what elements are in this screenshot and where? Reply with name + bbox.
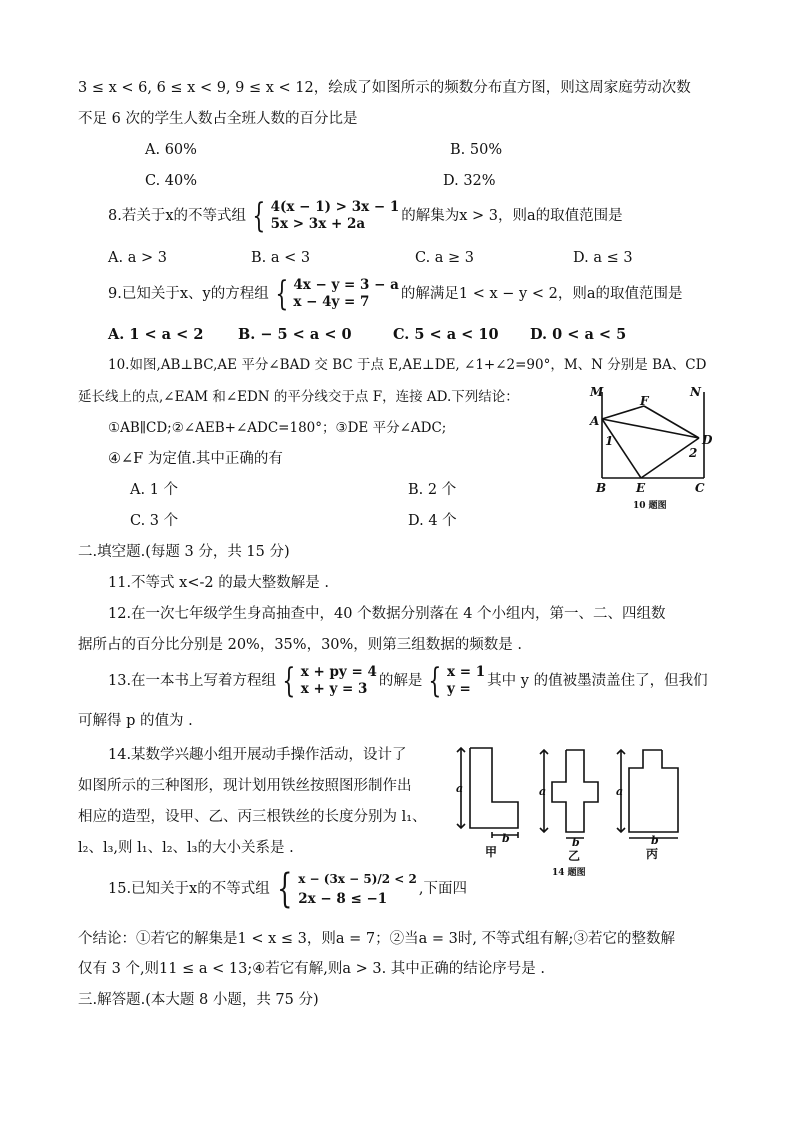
q10-caption: 10 题图 — [633, 501, 667, 511]
q9-option-d: D. 0 < a < 5 — [530, 326, 627, 343]
q8-eq1: 4(x − 1) > 3x − 1 — [270, 199, 400, 215]
q10-option-d: D. 4 个 — [408, 513, 457, 529]
q8-option-c: C. a ≥ 3 — [415, 250, 475, 266]
q14-yi: 乙 — [568, 849, 581, 863]
q14-line3: 相应的造型，设甲、乙、丙三根铁丝的长度分别为 l₁、 — [78, 809, 427, 825]
q7-line2: 不足 6 次的学生人数占全班人数的百分比是 — [78, 111, 358, 127]
q8-brace: { — [252, 196, 266, 236]
q9-stem — [108, 275, 682, 313]
q10-label-d: D — [702, 433, 713, 447]
q9-eq2: x − 4y = 7 — [293, 294, 370, 310]
q14-line2: 如图所示的三种图形，现计划用铁丝按照图形制作出 — [78, 778, 412, 794]
q9-option-b: B. − 5 < a < 0 — [238, 326, 352, 343]
q13-eq1: x + py = 4 — [300, 664, 377, 680]
q13-eq2: x + y = 3 — [300, 681, 368, 697]
q7-option-d: D. 32% — [443, 173, 496, 189]
q9-post: 的解满足1 < x − y < 2，则a的取值范围是 — [400, 286, 683, 302]
q8-option-b: B. a < 3 — [251, 250, 311, 266]
q7-option-a: A. 60% — [145, 142, 197, 158]
section2-heading: 二.填空题.(每题 3 分，共 15 分) — [78, 544, 290, 560]
q15-line3: 仅有 3 个,则11 ≤ a < 13;④若它有解,则a > 3. 其中正确的结论序号是 . — [78, 961, 546, 977]
q15-post: ,下面四 — [418, 881, 467, 897]
q14-yi-b: b — [572, 836, 580, 849]
q10-line3: ①AB∥CD;②∠AEB+∠ADC=180°；③DE 平分∠ADC; — [108, 420, 447, 436]
q9-brace: { — [275, 274, 289, 314]
q13-brace2: { — [428, 661, 442, 701]
q8-eq2: 5x > 3x + 2a — [270, 216, 366, 232]
q7-option-c: C. 40% — [145, 173, 198, 189]
q9-eq1: 4x − y = 3 − a — [293, 277, 399, 293]
q8-post: 的解集为x > 3，则a的取值范围是 — [401, 208, 623, 224]
q10-label-f: F — [640, 394, 649, 408]
q8-stem — [108, 197, 623, 235]
q10-option-a: A. 1 个 — [130, 482, 179, 498]
q10-line2: 延长线上的点,∠EAM 和∠EDN 的平分线交于点 F，连接 AD.下列结论： — [78, 389, 519, 405]
q13-sol2: y = — [447, 681, 471, 697]
q10-figure — [585, 380, 720, 515]
section3-heading: 三.解答题.(本大题 8 小题，共 75 分) — [78, 992, 319, 1008]
q15-ineq1: x − (3x − 5)/2 < 2 — [298, 872, 417, 886]
q14-caption: 14 题图 — [552, 868, 586, 878]
q12-line2: 据所占的百分比分别是 20%，35%，30%，则第三组数据的频数是 . — [78, 637, 523, 653]
q9-option-a: A. 1 < a < 2 — [108, 326, 204, 343]
q10-label-2: 2 — [689, 446, 698, 460]
q14-jia: 甲 — [485, 845, 498, 859]
q10-label-b: B — [596, 481, 607, 495]
q10-option-c: C. 3 个 — [130, 513, 179, 529]
q13-post: 其中 y 的值被墨渍盖住了，但我们 — [487, 673, 708, 689]
q8-pre: 8.若关于x的不等式组 — [108, 208, 247, 224]
q10-label-1: 1 — [605, 434, 614, 448]
q13-line2: 可解得 p 的值为 . — [78, 713, 193, 729]
q15-system — [272, 866, 417, 912]
q10-line1: 10.如图,AB⊥BC,AE 平分∠BAD 交 BC 于点 E,AE⊥DE, ∠1+∠2=90°，M、N 分别是 BA、CD — [108, 357, 707, 373]
q10-option-b: B. 2 个 — [408, 482, 457, 498]
q15-line2: 个结论：①若它的解集是1 < x ≤ 3，则a = 7；②当a = 3时, 不等式组有解;③若它的整数解 — [78, 931, 675, 947]
q14-line1: 14.某数学兴趣小组开展动手操作活动，设计了 — [108, 747, 407, 763]
q9-option-c: C. 5 < a < 10 — [393, 326, 499, 343]
q14-jia-b: b — [502, 832, 510, 845]
q11: 11.不等式 x<-2 的最大整数解是 . — [108, 575, 329, 591]
q7-option-b: B. 50% — [450, 142, 503, 158]
q8-option-a: A. a > 3 — [108, 250, 167, 266]
q10-line4: ④∠F 为定值.其中正确的有 — [108, 451, 283, 467]
q10-label-c: C — [695, 481, 705, 495]
q13-mid: 的解是 — [378, 673, 423, 689]
q15-brace: { — [276, 866, 293, 912]
q10-label-m: M — [590, 385, 604, 399]
q14-line4: l₂、l₃,则 l₁、l₂、l₃的大小关系是 . — [78, 840, 294, 856]
q14-bing: 丙 — [646, 847, 659, 861]
q8-option-d: D. a ≤ 3 — [573, 250, 633, 266]
q10-label-a: A — [590, 414, 600, 428]
q8-system — [248, 196, 400, 236]
q14-bing-a: a — [616, 785, 624, 798]
q13-pre: 13.在一本书上写着方程组 — [108, 673, 277, 689]
q13-stem — [108, 662, 708, 700]
q13-system — [278, 661, 377, 701]
q13-solution — [424, 661, 486, 701]
q13-sol1: x = 1 — [447, 664, 486, 680]
q10-label-n: N — [690, 385, 701, 399]
q15-pre: 15.已知关于x的不等式组 — [108, 881, 270, 897]
q15-ineq2: 2x − 8 ≤ −1 — [298, 891, 388, 907]
q14-jia-a: a — [456, 782, 464, 795]
q9-system — [271, 274, 399, 314]
q15-stem — [108, 867, 467, 911]
q14-figure — [452, 742, 712, 882]
q13-brace: { — [282, 661, 296, 701]
q12-line1: 12.在一次七年级学生身高抽查中，40 个数据分别落在 4 个小组内，第一、二、四组数 — [108, 606, 666, 622]
q10-label-e: E — [636, 481, 646, 495]
q14-bing-b: b — [651, 834, 659, 847]
q14-yi-a: a — [539, 785, 547, 798]
q7-line1: 3 ≤ x < 6, 6 ≤ x < 9, 9 ≤ x < 12，绘成了如图所示的频数分布直方图，则这周家庭劳动次数 — [78, 80, 691, 96]
q9-pre: 9.已知关于x、y的方程组 — [108, 286, 269, 302]
